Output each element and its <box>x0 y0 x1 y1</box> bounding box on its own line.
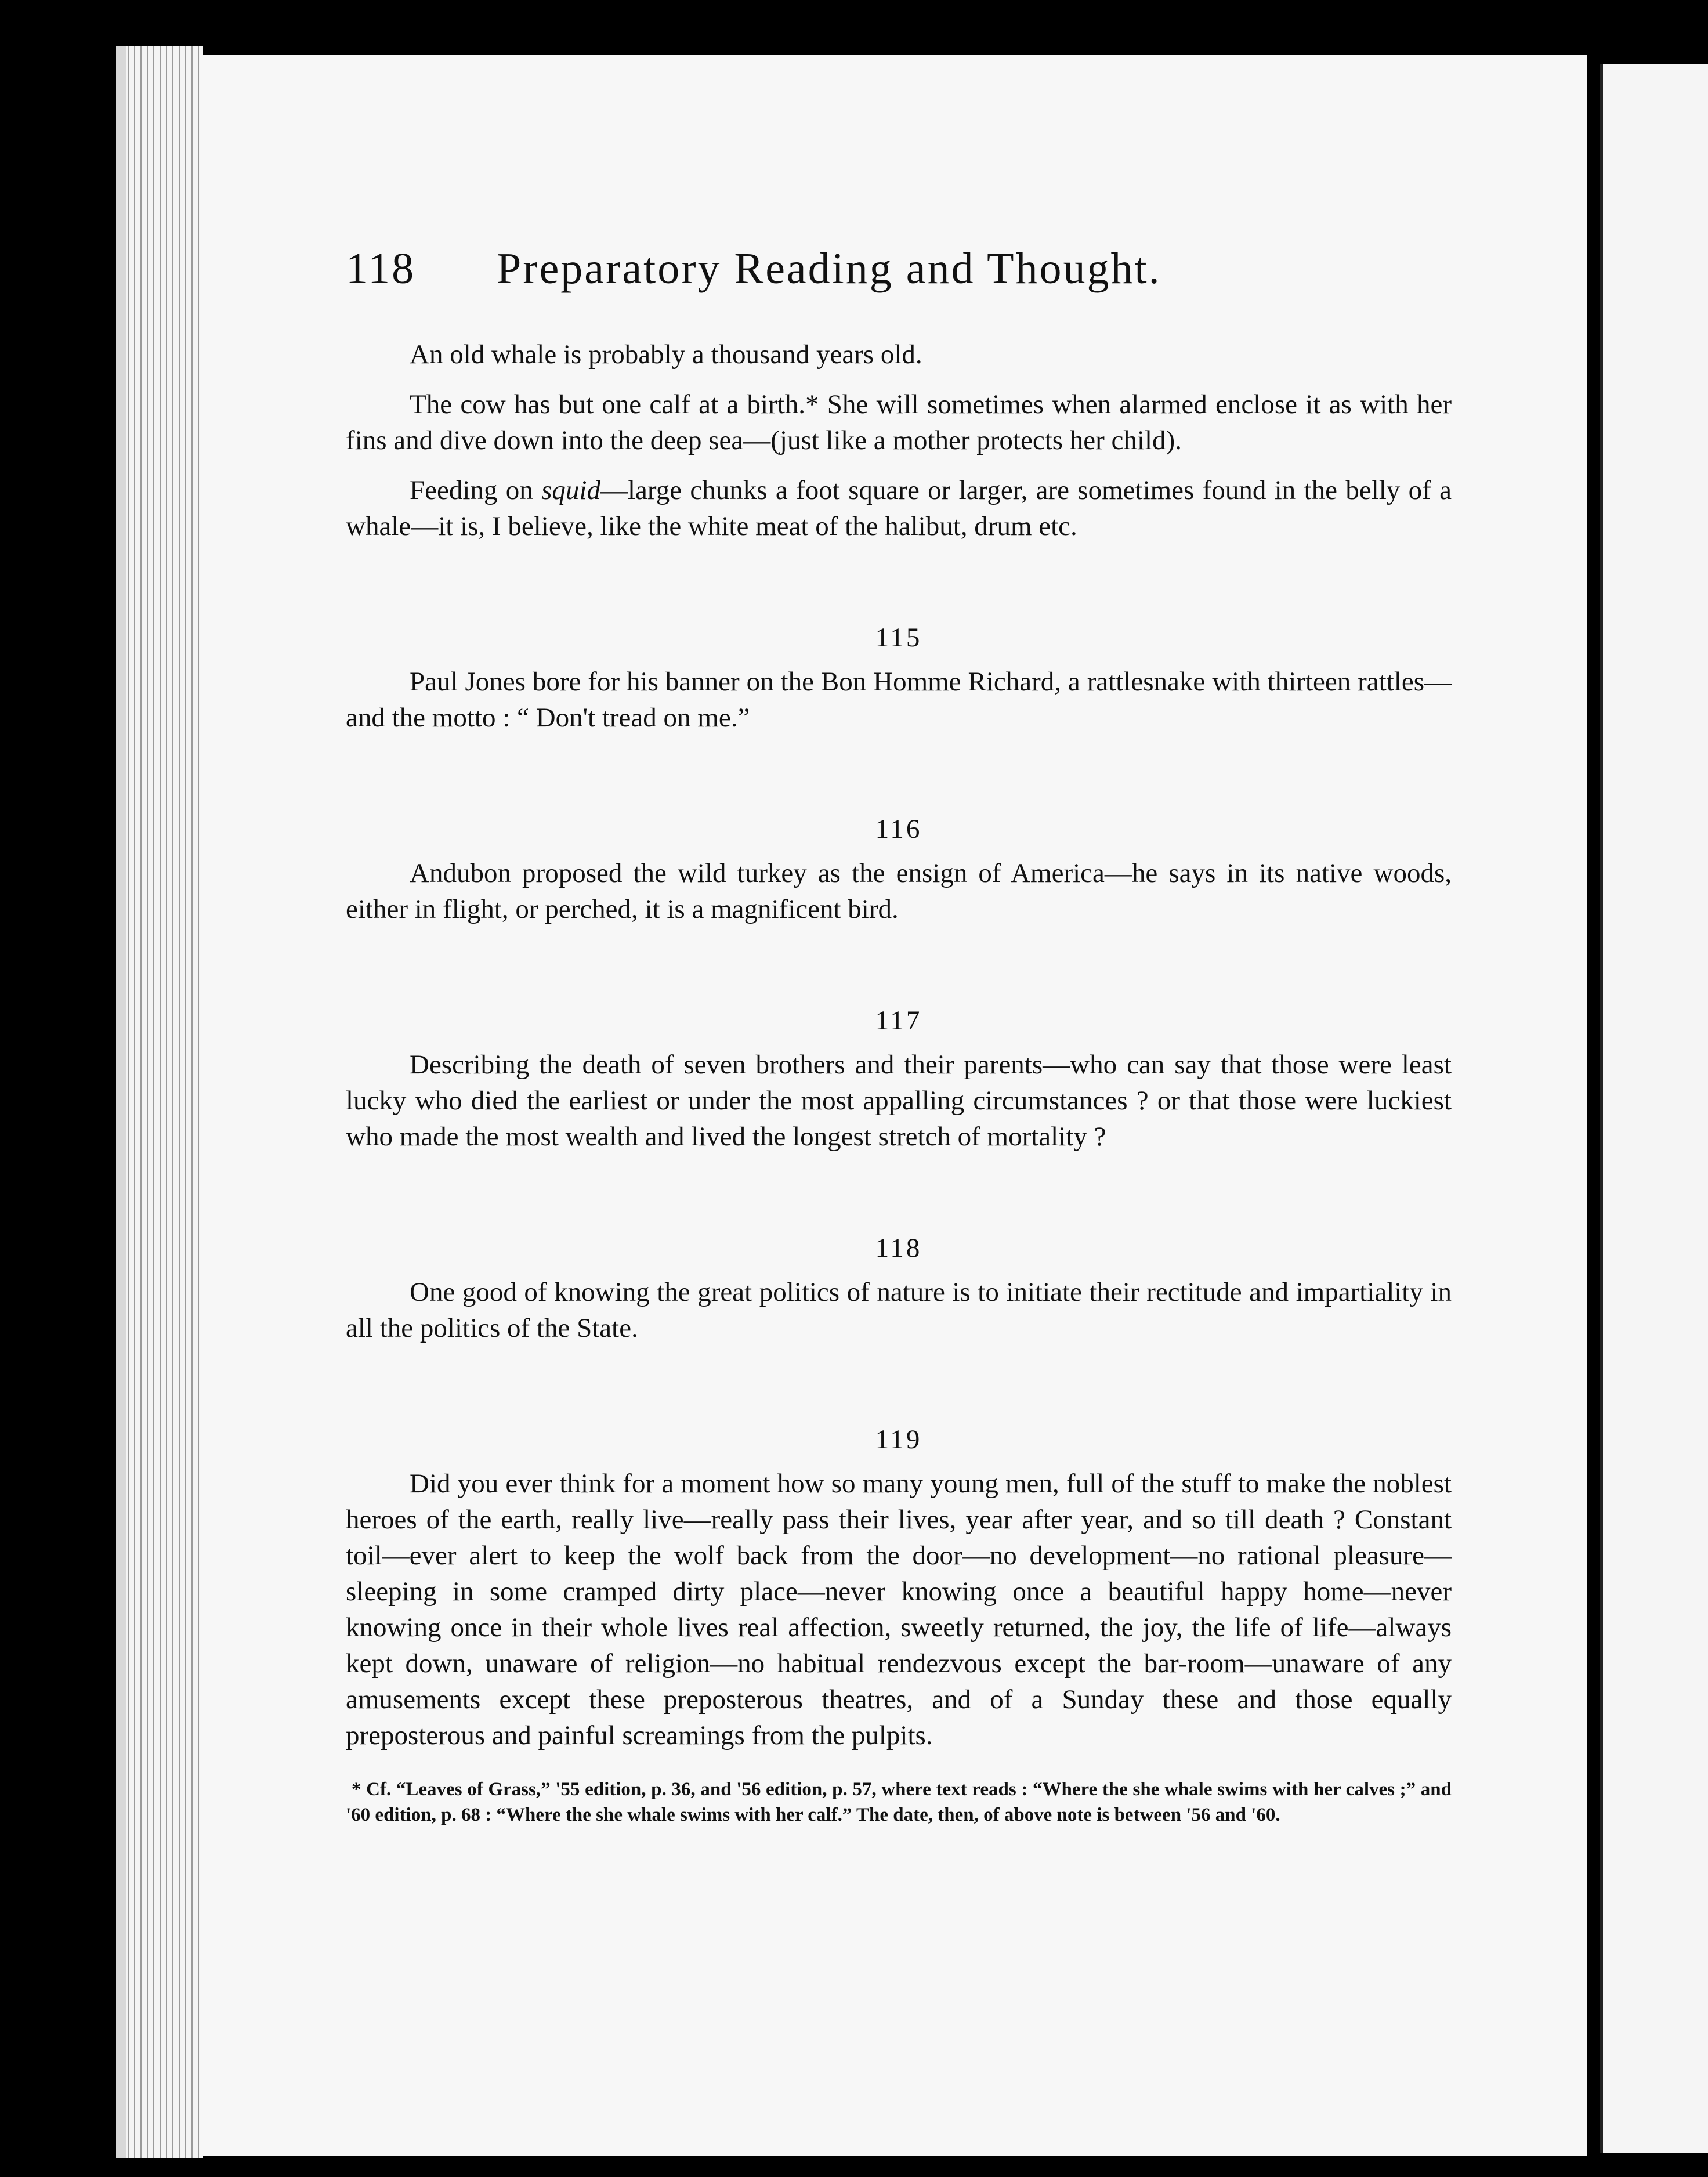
footnote: * Cf. “Leaves of Grass,” '55 edition, p. 36, and '56 edition, p. 57, where text reads : “Where the she whale swims with her calves ;” and '60 edition, p. 68 : “Where the she whale swims with her calf.” The date, then, of above note is between '56 and '60. <box>346 1779 1452 1825</box>
section-number-117: 117 <box>875 1006 922 1036</box>
section-number-115: 115 <box>875 623 922 653</box>
paragraph-old-whale: An old whale is probably a thousand years old. <box>410 339 922 370</box>
book-page-edges <box>116 46 203 2158</box>
paragraph-squid <box>346 472 1452 544</box>
paragraph-116: Andubon proposed the wild turkey as the ensign of America—he says in its native woods, either in flight, or perched, it is a magnificent bird. <box>346 858 1452 924</box>
gutter-shadow <box>1587 55 1600 2156</box>
section-number-116: 116 <box>875 814 922 844</box>
running-head <box>346 244 1452 302</box>
running-title: Preparatory Reading and Thought. <box>497 244 1161 293</box>
section-number-118: 118 <box>875 1233 922 1263</box>
page-number: 118 <box>346 244 416 293</box>
squid-italic: squid <box>541 475 600 505</box>
paragraph-115: Paul Jones bore for his banner on the Bon Homme Richard, a rattlesnake with thirteen rattles—and the motto : “ Don't tread on me.” <box>346 667 1452 733</box>
paragraph-cow-calf: The cow has but one calf at a birth.* She will sometimes when alarmed enclose it as with her fins and dive down into the deep sea—(just like a mother protects her child). <box>346 389 1452 455</box>
paragraph-118: One good of knowing the great politics of nature is to initiate their rectitude and impartiality in all the politics of the State. <box>346 1277 1452 1343</box>
paragraph-119: Did you ever think for a moment how so many young men, full of the stuff to make the noblest heroes of the earth, really live—really pass their lives, year after year, and so till death ? Constant toil—ever alert to keep the wolf back from the door—no development—no rational pleasure—sleeping in some cramped dirty place—never knowing once a beautiful happy home—never knowing once in their whole lives real affection, sweetly returned, the joy, the life of life—always kept down, unaware of religion—no habitual rendezvous except the bar-room—unaware of any amusements except these preposterous theatres, and of a Sunday these and those equally preposterous and painful screamings from the pulpits. <box>346 1469 1452 1751</box>
paragraph-117: Describing the death of seven brothers and their parents—who can say that those were least lucky who died the earliest or under the most appalling circumstances ? or that those were luckiest who made the most wealth and lived the longest stretch of mortality ? <box>346 1050 1452 1152</box>
section-number-119: 119 <box>875 1424 922 1455</box>
squid-text-after: —large chunks a foot square or larger, are sometimes found in the belly of a whale—it is, I believe, like the white meat of the halibut, drum etc. <box>346 475 1452 541</box>
facing-page-edge <box>1600 64 1708 2153</box>
squid-text-before: Feeding on <box>410 475 542 505</box>
page-content <box>346 244 1452 1847</box>
